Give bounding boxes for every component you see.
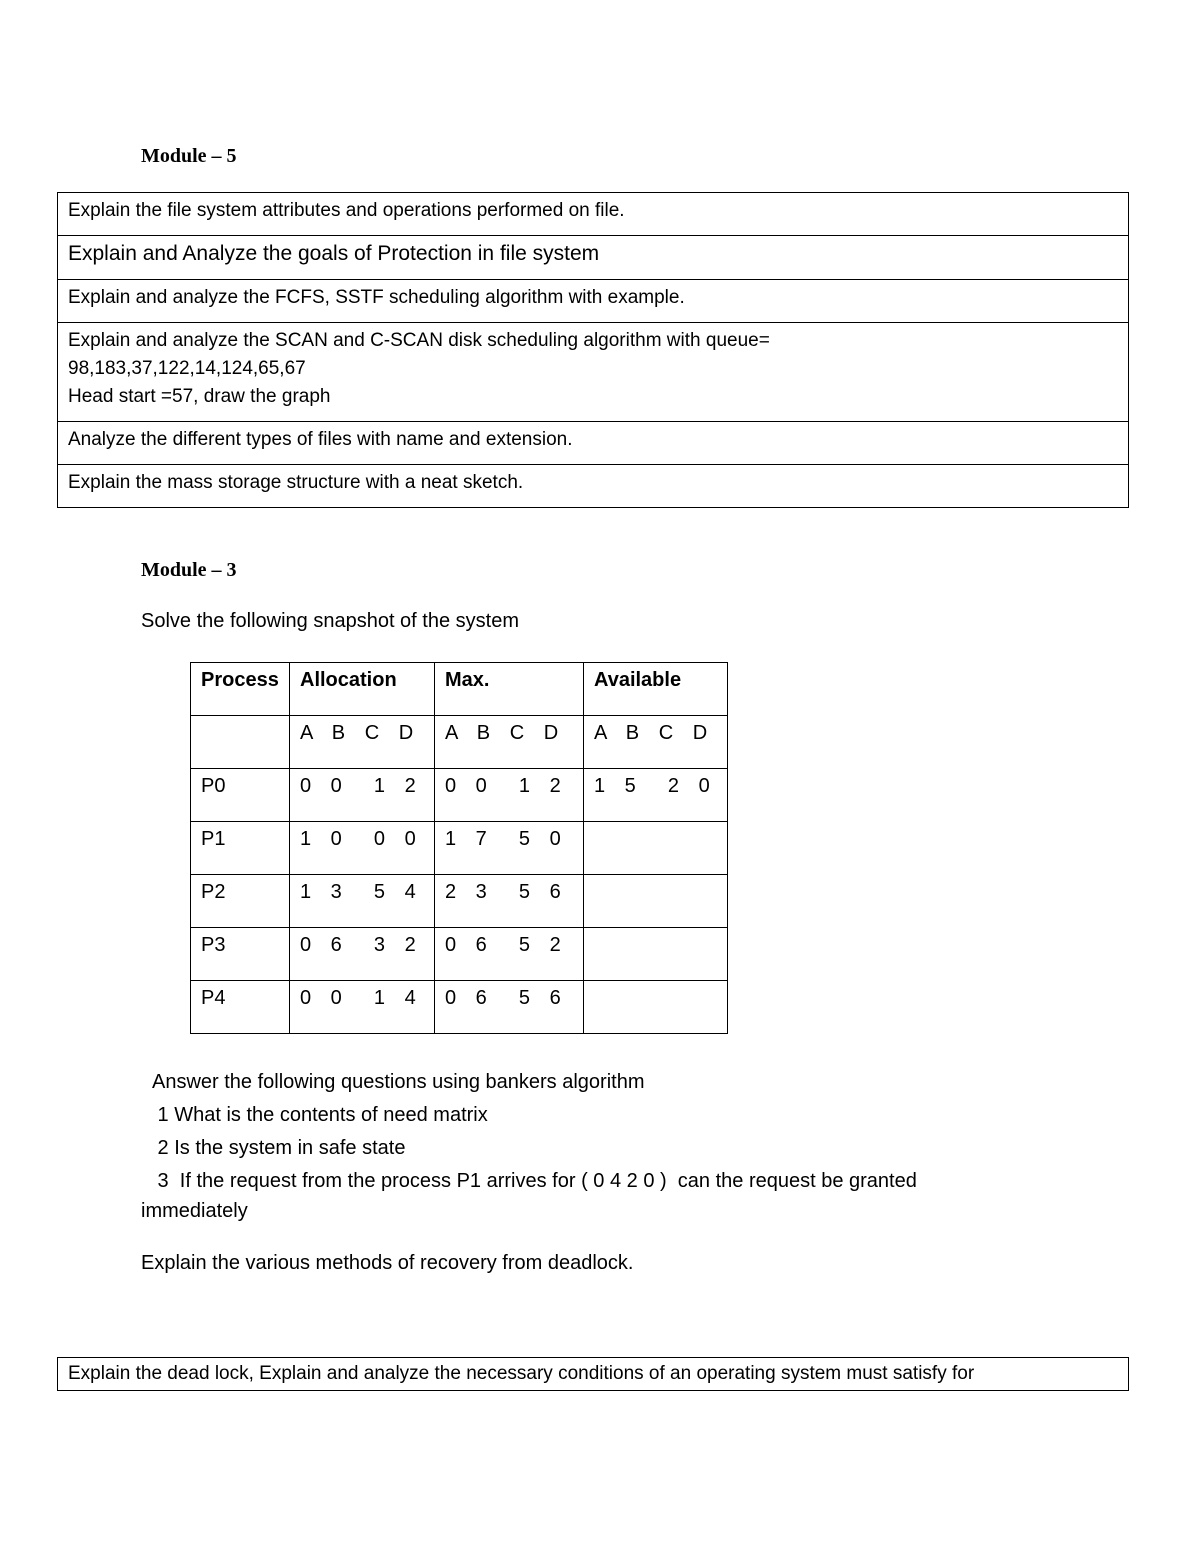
available-cell — [584, 822, 728, 875]
table-row — [58, 1358, 1129, 1391]
question-cell: Explain and Analyze the goals of Protection in file system — [58, 236, 1129, 280]
allocation-cell: 1 0 0 0 — [290, 822, 435, 875]
header-process: Process — [191, 663, 290, 716]
question-cell — [58, 323, 1129, 422]
table-row — [191, 875, 728, 928]
allocation-cell: 0 0 1 2 — [290, 769, 435, 822]
deadlock-question-table — [57, 1357, 1129, 1391]
module-3-heading: Module – 3 — [141, 559, 237, 581]
max-cell: 0 0 1 2 — [435, 769, 584, 822]
process-cell: P4 — [191, 981, 290, 1034]
question-cell: Analyze the different types of files with name and extension. — [58, 422, 1129, 465]
available-cell — [584, 981, 728, 1034]
answer-item: 3 If the request from the process P1 arrives for ( 0 4 2 0 ) can the request be granted — [152, 1170, 917, 1192]
available-cell: 1 5 2 0 — [584, 769, 728, 822]
question-cell: Explain and analyze the FCFS, SSTF scheduling algorithm with example. — [58, 280, 1129, 323]
table-row — [191, 928, 728, 981]
answer-item: 1 What is the contents of need matrix — [152, 1104, 488, 1126]
subheader-cell — [191, 716, 290, 769]
module-5-question-table — [57, 192, 1129, 508]
header-allocation: Allocation — [290, 663, 435, 716]
question-line: 98,183,37,122,14,124,65,67 — [68, 358, 306, 379]
allocation-cell: 0 0 1 4 — [290, 981, 435, 1034]
table-row — [58, 236, 1129, 280]
snapshot-table — [190, 662, 728, 1034]
table-row — [58, 280, 1129, 323]
table-row — [58, 323, 1129, 422]
max-cell: 0 6 5 6 — [435, 981, 584, 1034]
subheader-cell: A B C D — [435, 716, 584, 769]
process-cell: P1 — [191, 822, 290, 875]
available-cell — [584, 928, 728, 981]
question-cell: Explain the file system attributes and operations performed on file. — [58, 193, 1129, 236]
module-5-heading: Module – 5 — [141, 145, 237, 167]
header-max: Max. — [435, 663, 584, 716]
table-row — [58, 193, 1129, 236]
table-row — [58, 422, 1129, 465]
question-cell: Explain the mass storage structure with a neat sketch. — [58, 465, 1129, 508]
process-cell: P0 — [191, 769, 290, 822]
allocation-cell: 0 6 3 2 — [290, 928, 435, 981]
question-line: Explain and analyze the SCAN and C-SCAN disk scheduling algorithm with queue= — [68, 330, 770, 351]
recovery-question: Explain the various methods of recovery from deadlock. — [141, 1252, 634, 1274]
table-row — [58, 465, 1129, 508]
table-row — [191, 716, 728, 769]
header-available: Available — [584, 663, 728, 716]
max-cell: 2 3 5 6 — [435, 875, 584, 928]
available-cell — [584, 875, 728, 928]
process-cell: P2 — [191, 875, 290, 928]
max-cell: 0 6 5 2 — [435, 928, 584, 981]
bankers-questions — [152, 1066, 917, 1198]
answer-tail: immediately — [141, 1200, 248, 1222]
table-row — [191, 663, 728, 716]
answer-intro: Answer the following questions using bankers algorithm — [152, 1071, 645, 1093]
allocation-cell: 1 3 5 4 — [290, 875, 435, 928]
snapshot-intro: Solve the following snapshot of the system — [141, 610, 519, 632]
subheader-cell: A B C D — [290, 716, 435, 769]
table-row — [191, 769, 728, 822]
table-row — [191, 981, 728, 1034]
max-cell: 1 7 5 0 — [435, 822, 584, 875]
question-cell: Explain the dead lock, Explain and analyze the necessary conditions of an operating system must satisfy for — [58, 1358, 1129, 1391]
answer-item: 2 Is the system in safe state — [152, 1137, 406, 1159]
subheader-cell: A B C D — [584, 716, 728, 769]
process-cell: P3 — [191, 928, 290, 981]
table-row — [191, 822, 728, 875]
question-line: Head start =57, draw the graph — [68, 386, 331, 407]
